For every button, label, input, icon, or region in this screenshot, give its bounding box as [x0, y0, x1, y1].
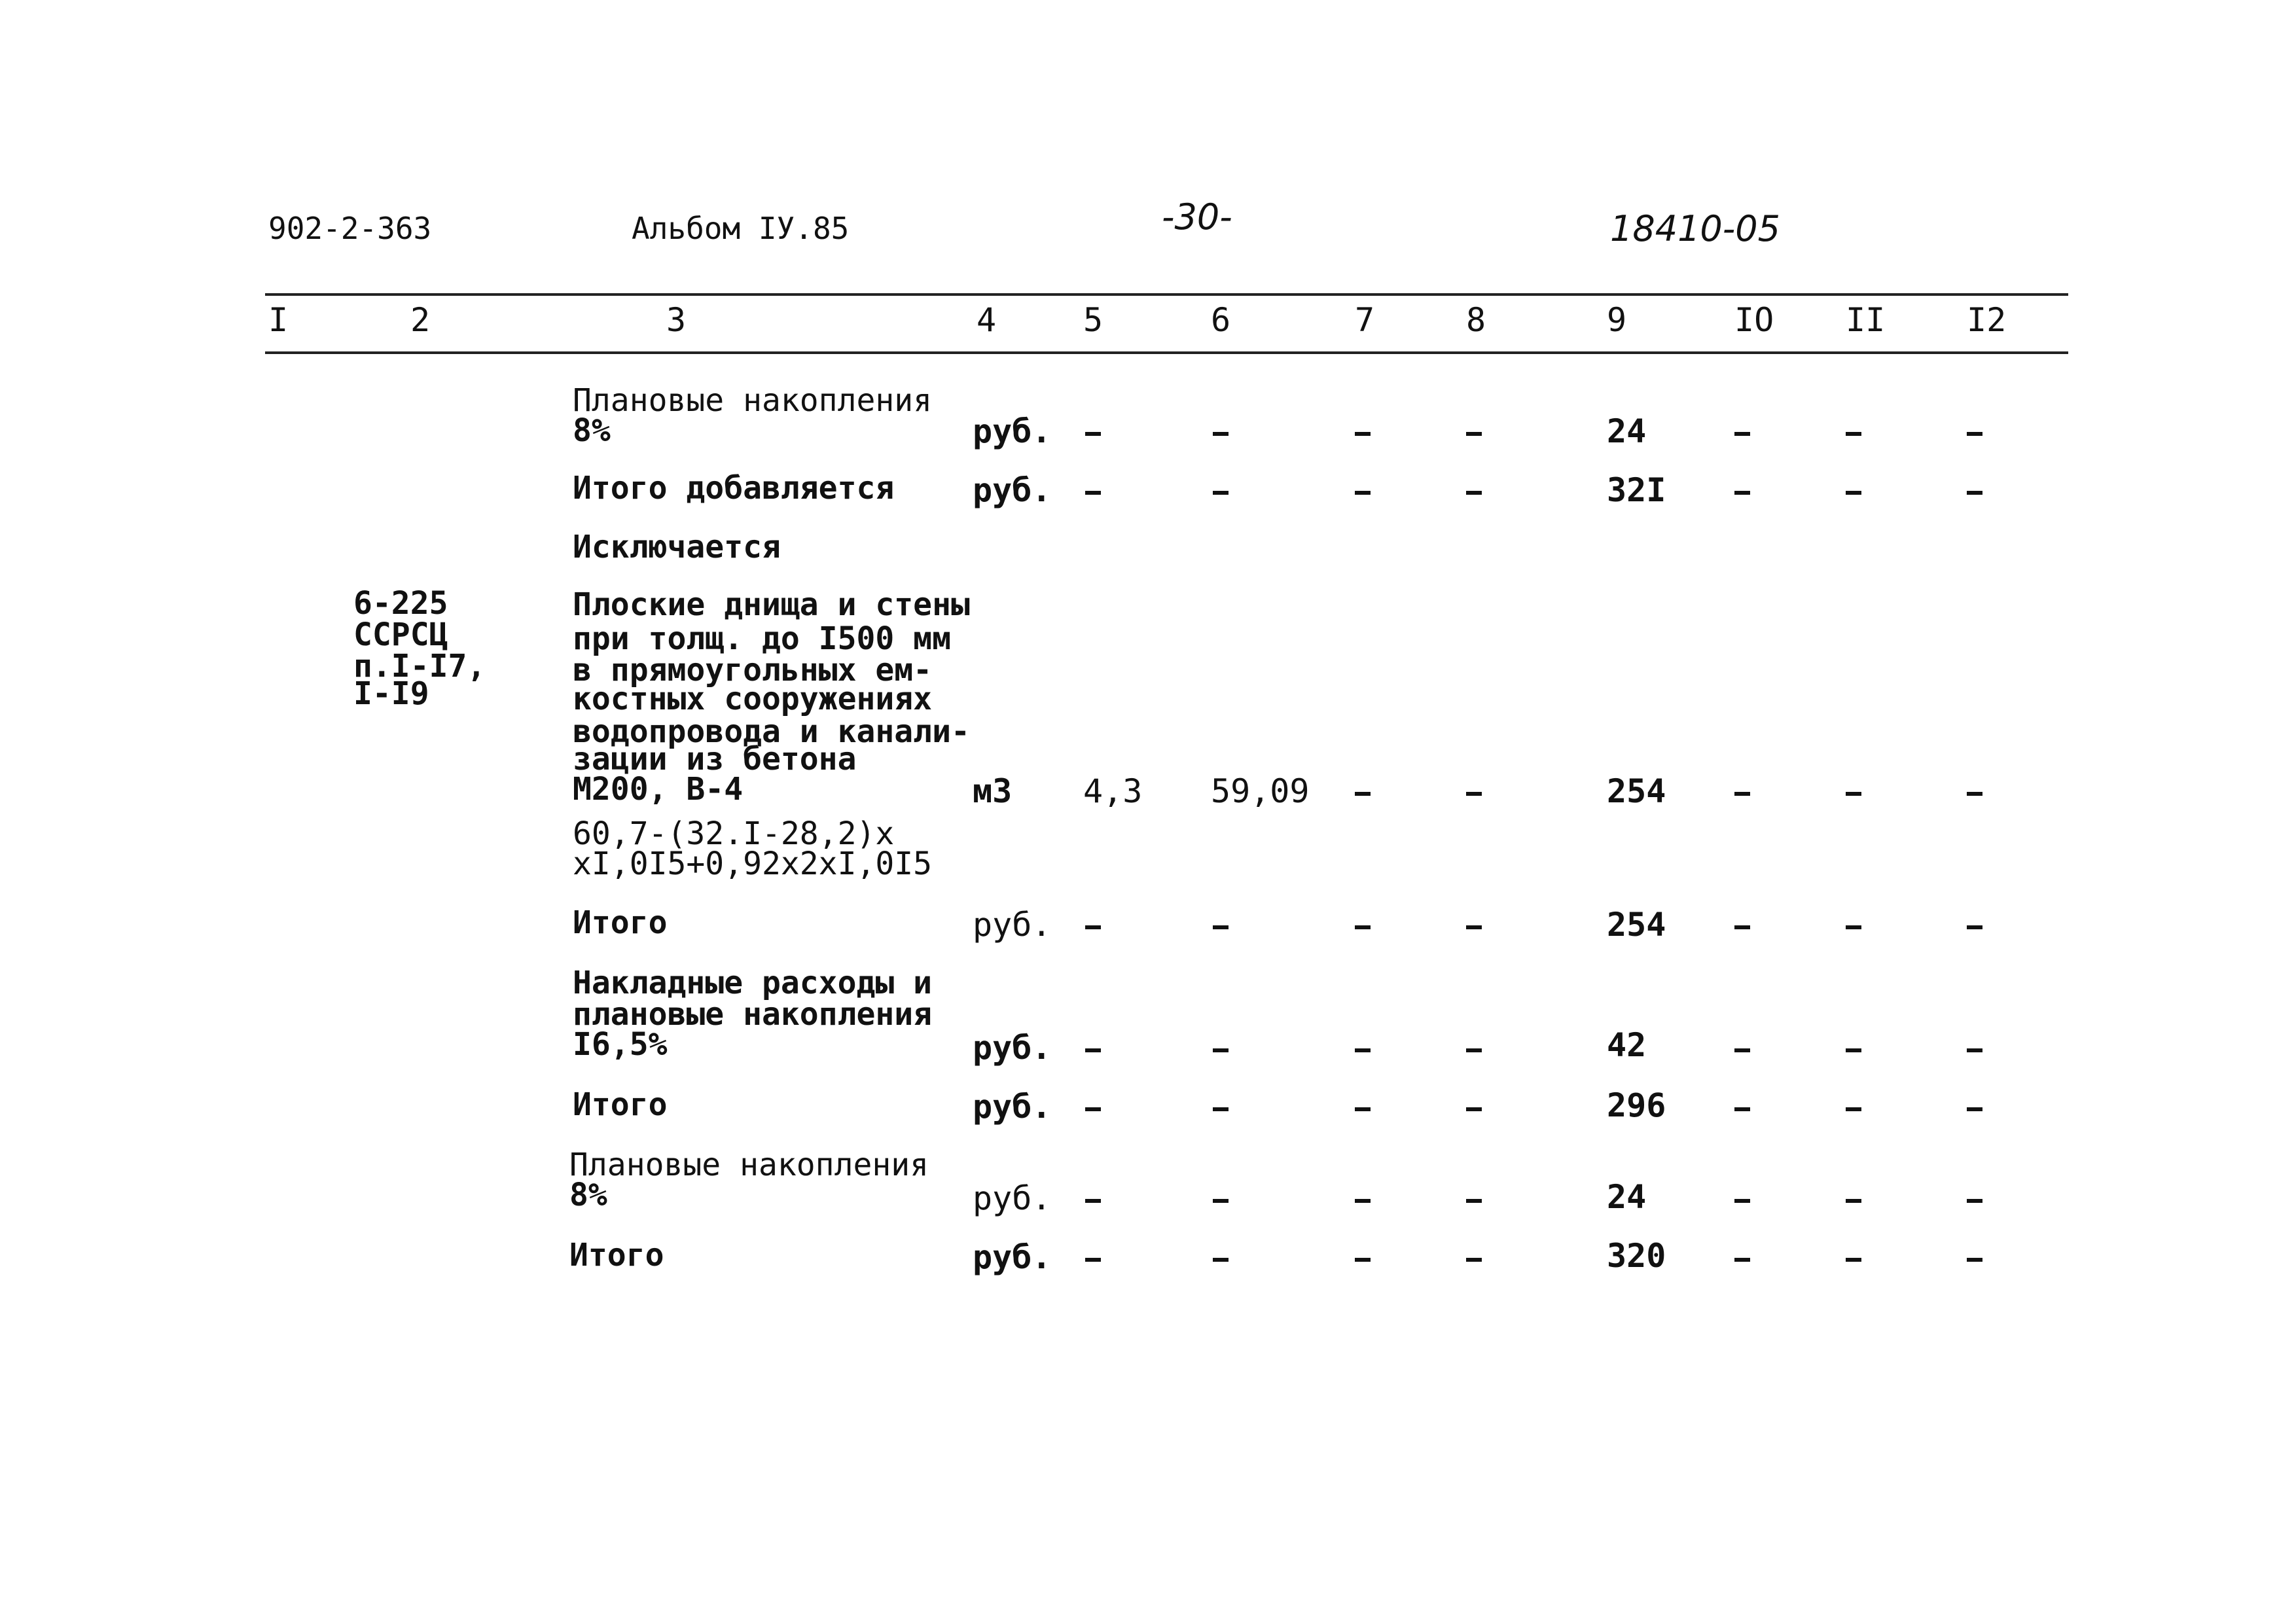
row-6-description: Итого	[573, 1086, 668, 1123]
row-2-section-label: Исключается	[573, 529, 781, 565]
row-0-col9-value: 24	[1607, 412, 1647, 450]
row-0-col7-dash	[1355, 432, 1371, 436]
row-3-description-line-1: Плоские днища и стены	[573, 586, 970, 623]
row-0-col5-dash	[1085, 432, 1101, 436]
row-0-col8-dash	[1466, 432, 1482, 436]
row-6-col8-dash	[1466, 1107, 1482, 1111]
row-5-description-line-3: I6,5%	[573, 1026, 668, 1063]
row-7-col9-value: 24	[1607, 1178, 1647, 1216]
row-6-col9-value: 296	[1607, 1086, 1666, 1124]
row-4-col7-dash	[1355, 925, 1371, 929]
table-header-bottom-rule	[265, 351, 2068, 354]
row-7-col10-dash	[1734, 1199, 1750, 1203]
row-6-col6-dash	[1213, 1107, 1229, 1111]
row-3-formula-line-1: 60,7-(32.I-28,2)x	[573, 815, 895, 852]
row-7-col6-dash	[1213, 1199, 1229, 1203]
row-7-description-line-2: 8%	[569, 1177, 607, 1213]
row-3-description-line-2: при толщ. до I500 мм	[573, 620, 951, 657]
row-1-unit: руб.	[973, 471, 1052, 509]
row-3-description-line-7: М200, В-4	[573, 771, 744, 808]
table-top-rule	[265, 293, 2068, 296]
row-3-description-line-3: в прямоугольных ем-	[573, 652, 933, 688]
row-0-description-line-2: 8%	[573, 412, 611, 449]
row-1-col11-dash	[1846, 491, 1861, 495]
row-8-col10-dash	[1734, 1258, 1750, 1262]
row-0-col12-dash	[1967, 432, 1982, 436]
row-4-col6-dash	[1213, 925, 1229, 929]
row-5-col7-dash	[1355, 1048, 1371, 1052]
row-4-col10-dash	[1734, 925, 1750, 929]
row-1-col6-dash	[1213, 491, 1229, 495]
row-3-col11-dash	[1846, 792, 1861, 796]
row-1-col9-value: 32I	[1607, 471, 1666, 509]
row-7-col12-dash	[1967, 1199, 1982, 1203]
row-8-col12-dash	[1967, 1258, 1982, 1262]
row-1-col12-dash	[1967, 491, 1982, 495]
row-7-description-line-1: Плановые накопления	[569, 1147, 929, 1183]
row-1-col8-dash	[1466, 491, 1482, 495]
row-8-description: Итого	[569, 1237, 664, 1274]
row-6-col12-dash	[1967, 1107, 1982, 1111]
row-5-description-line-2: плановые накопления	[573, 996, 933, 1033]
row-5-description-line-1: Накладные расходы и	[573, 965, 933, 1001]
row-1-col5-dash	[1085, 491, 1101, 495]
column-header-12: I2	[1967, 301, 2007, 339]
album-title: Альбом IУ.85	[632, 211, 850, 246]
page-number: -30-	[1162, 196, 1232, 238]
row-5-col12-dash	[1967, 1048, 1982, 1052]
row-3-code-line-3: п.I-I7,	[353, 648, 486, 685]
row-8-unit: руб.	[973, 1238, 1052, 1276]
row-0-col10-dash	[1734, 432, 1750, 436]
row-1-description: Итого добавляется	[573, 470, 895, 507]
row-3-col10-dash	[1734, 792, 1750, 796]
row-8-col9-value: 320	[1607, 1237, 1666, 1275]
column-header-3: 3	[666, 301, 687, 339]
doc-code: 902-2-363	[268, 211, 432, 246]
row-3-col6-value: 59,09	[1211, 772, 1310, 810]
project-code: 18410-05	[1610, 208, 1780, 249]
row-6-col7-dash	[1355, 1107, 1371, 1111]
row-3-code-line-2: ССРСЦ	[353, 616, 448, 653]
row-4-col5-dash	[1085, 925, 1101, 929]
row-4-col9-value: 254	[1607, 906, 1666, 944]
row-4-description: Итого	[573, 904, 668, 941]
row-5-col9-value: 42	[1607, 1026, 1647, 1064]
row-0-description-line-1: Плановые накопления	[573, 382, 933, 419]
row-3-unit: м3	[973, 772, 1013, 810]
row-3-col5-value: 4,3	[1083, 772, 1143, 810]
row-8-col8-dash	[1466, 1258, 1482, 1262]
row-8-col6-dash	[1213, 1258, 1229, 1262]
row-8-col11-dash	[1846, 1258, 1861, 1262]
row-5-col6-dash	[1213, 1048, 1229, 1052]
row-3-description-line-5: водопровода и канали-	[573, 713, 970, 750]
row-3-col9-value: 254	[1607, 772, 1666, 810]
row-7-col7-dash	[1355, 1199, 1371, 1203]
row-5-col10-dash	[1734, 1048, 1750, 1052]
row-8-col7-dash	[1355, 1258, 1371, 1262]
row-5-col8-dash	[1466, 1048, 1482, 1052]
column-header-7: 7	[1355, 301, 1375, 339]
row-0-unit: руб.	[973, 412, 1052, 450]
row-3-description-line-4: костных сооружениях	[573, 681, 933, 717]
column-header-4: 4	[977, 301, 997, 339]
row-5-col5-dash	[1085, 1048, 1101, 1052]
row-3-col12-dash	[1967, 792, 1982, 796]
row-4-col11-dash	[1846, 925, 1861, 929]
row-1-col7-dash	[1355, 491, 1371, 495]
row-0-col6-dash	[1213, 432, 1229, 436]
row-0-col11-dash	[1846, 432, 1861, 436]
row-4-col8-dash	[1466, 925, 1482, 929]
row-7-col11-dash	[1846, 1199, 1861, 1203]
row-3-col7-dash	[1355, 792, 1371, 796]
row-6-col5-dash	[1085, 1107, 1101, 1111]
column-header-11: II	[1846, 301, 1886, 339]
column-header-5: 5	[1083, 301, 1103, 339]
row-3-code-line-4: I-I9	[353, 675, 429, 712]
row-7-unit: руб.	[973, 1179, 1052, 1217]
row-7-col5-dash	[1085, 1199, 1101, 1203]
row-6-col11-dash	[1846, 1107, 1861, 1111]
row-3-code-line-1: 6-225	[353, 585, 448, 622]
row-3-formula-line-2: xI,0I5+0,92x2xI,0I5	[573, 846, 933, 882]
column-header-2: 2	[410, 301, 431, 339]
row-5-unit: руб.	[973, 1029, 1052, 1067]
row-6-unit: руб.	[973, 1088, 1052, 1126]
row-1-col10-dash	[1734, 491, 1750, 495]
row-3-col8-dash	[1466, 792, 1482, 796]
row-3-description-line-6: зации из бетона	[573, 741, 857, 777]
row-6-col10-dash	[1734, 1107, 1750, 1111]
row-4-unit: руб.	[973, 906, 1052, 944]
column-header-6: 6	[1211, 301, 1231, 339]
column-header-10: IO	[1734, 301, 1774, 339]
row-8-col5-dash	[1085, 1258, 1101, 1262]
column-header-8: 8	[1466, 301, 1486, 339]
column-header-1: I	[268, 301, 289, 339]
row-4-col12-dash	[1967, 925, 1982, 929]
row-7-col8-dash	[1466, 1199, 1482, 1203]
row-5-col11-dash	[1846, 1048, 1861, 1052]
column-header-9: 9	[1607, 301, 1627, 339]
